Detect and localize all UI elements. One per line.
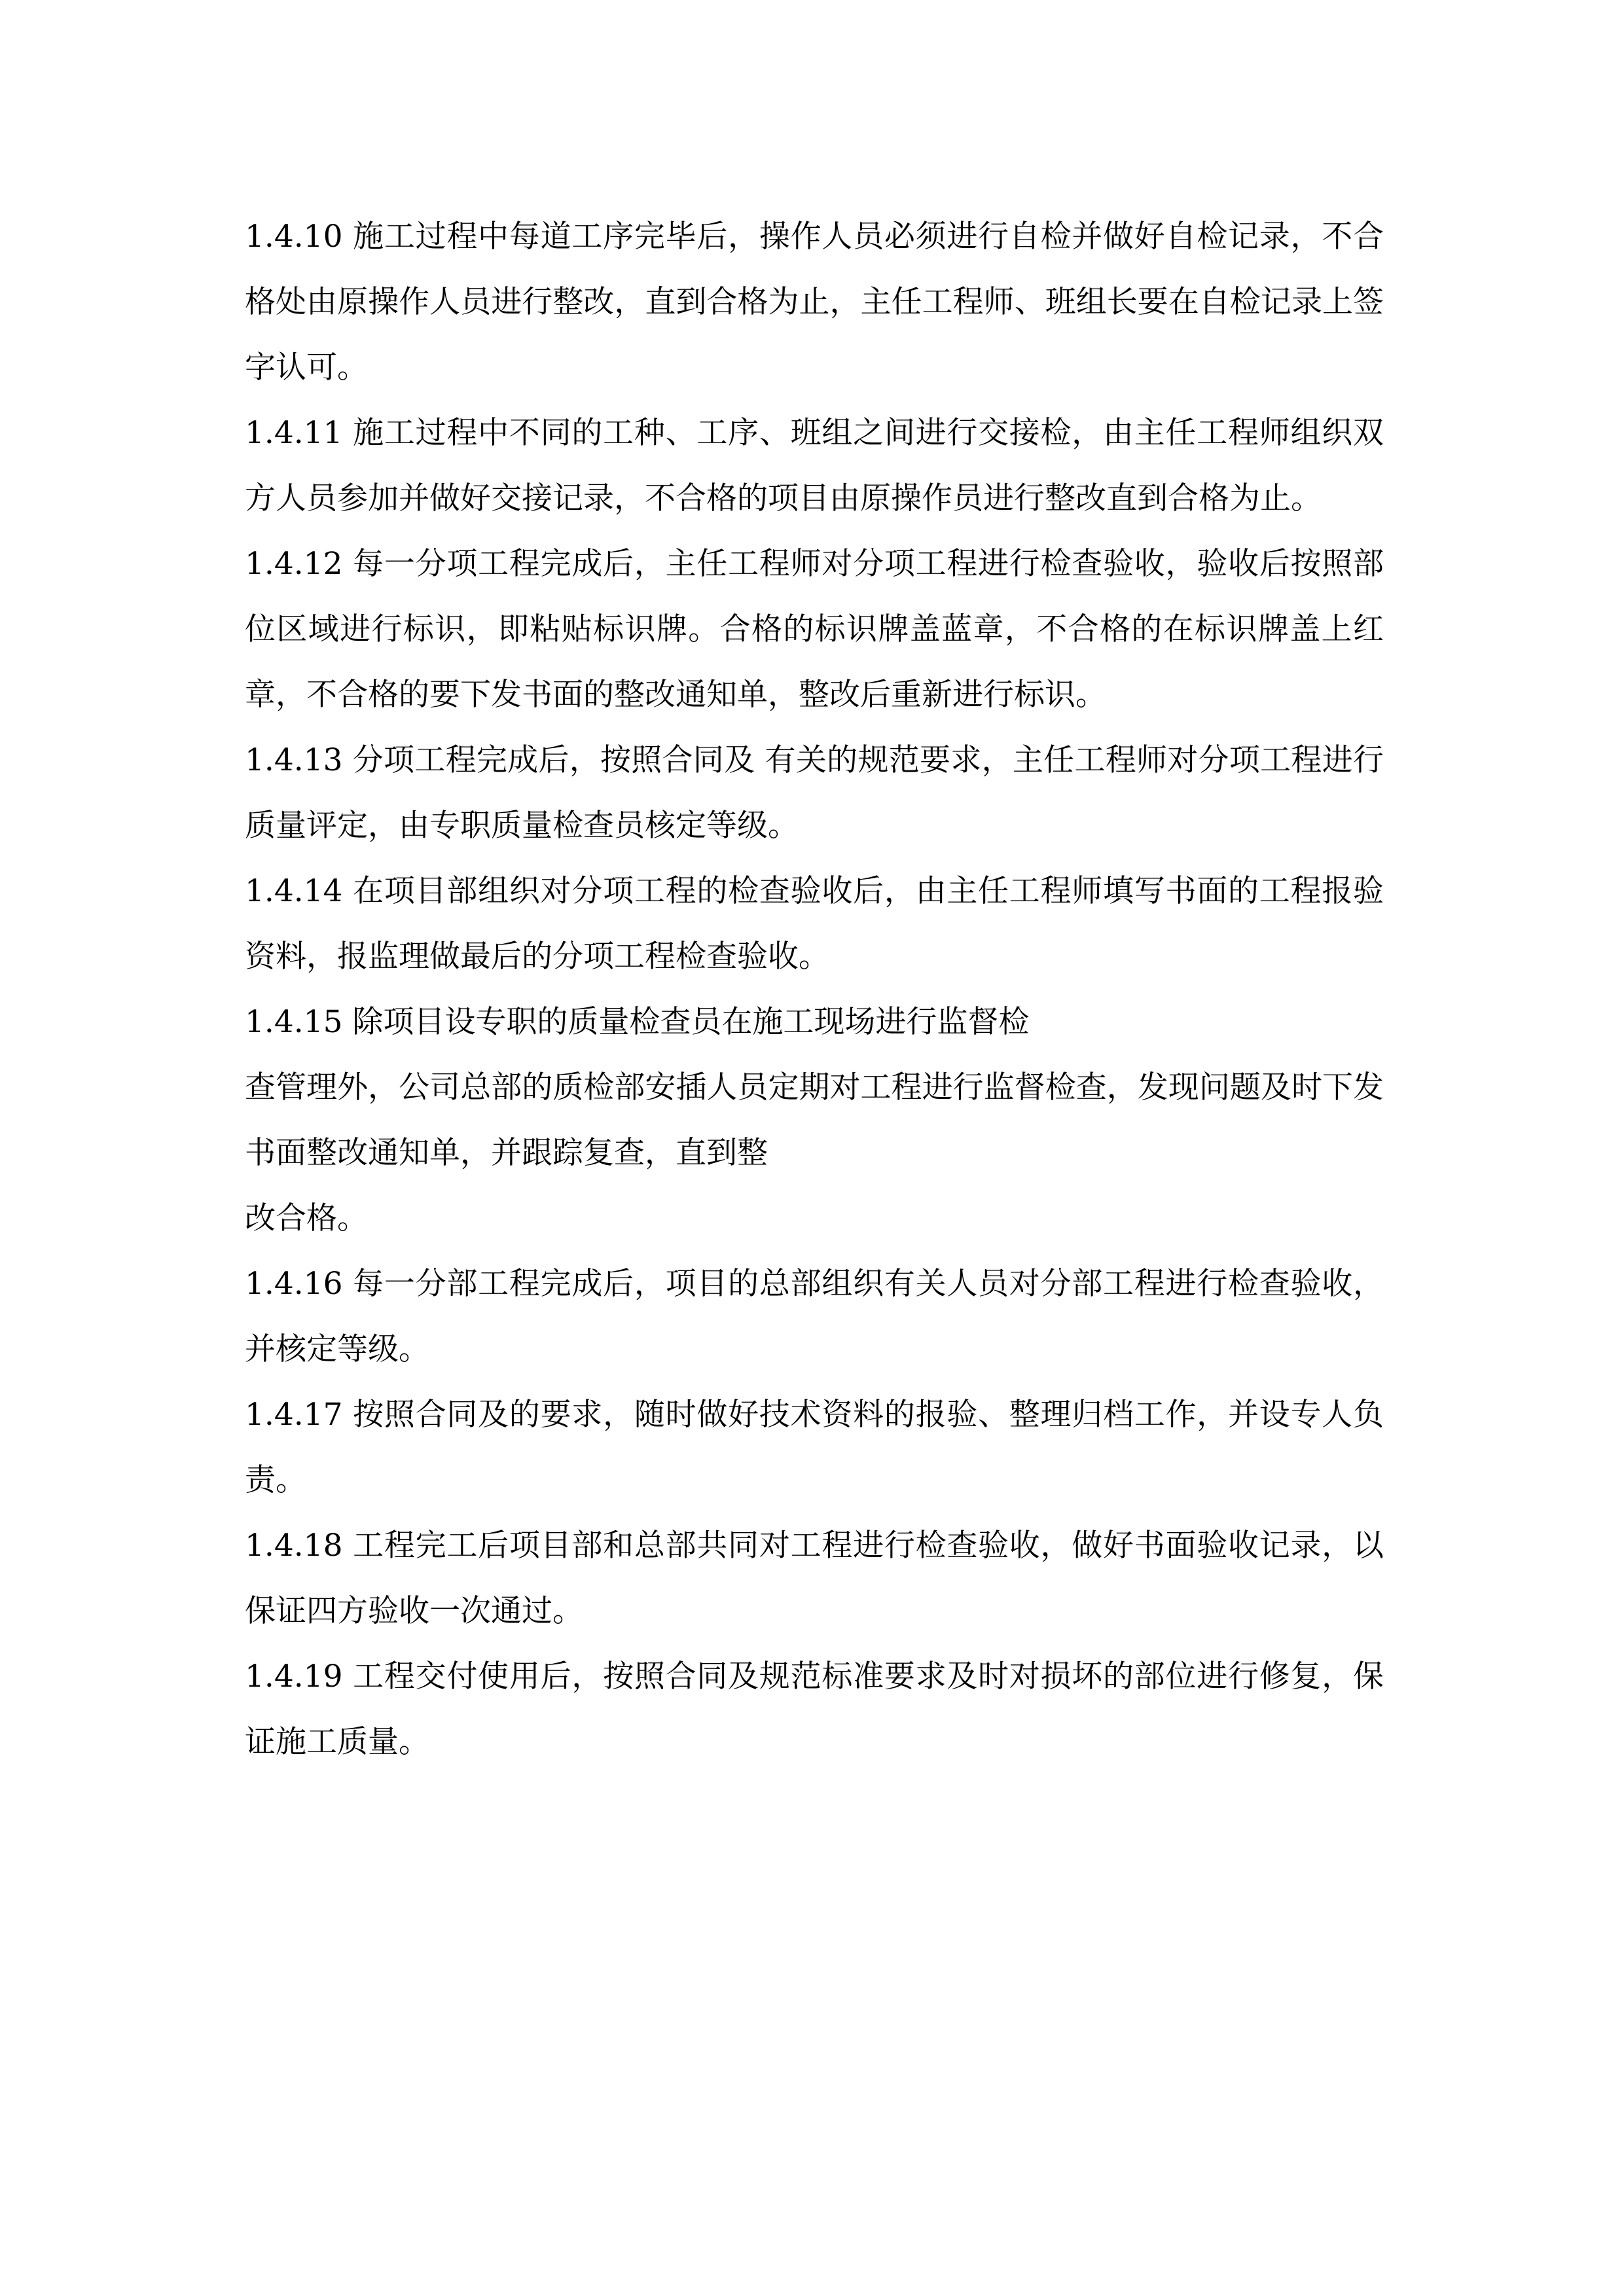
paragraph-1-4-19: 1.4.19 工程交付使用后，按照合同及规范标准要求及时对损坏的部位进行修复，保证施工质量。 [245, 1659, 1384, 1760]
paragraph-1-4-10: 1.4.10 施工过程中每道工序完毕后，操作人员必须进行自检并做好自检记录，不合格处由原操作人员进行整改，直到合格为止，主任工程师、班组长要在自检记录上签字认可。 [245, 219, 1384, 386]
paragraph-1-4-14: 1.4.14 在项目部组织对分项工程的检查验收后，由主任工程师填写书面的工程报验资料，报监理做最后的分项工程检查验收。 [245, 873, 1384, 975]
paragraph-1-4-15: 1.4.15 除项目设专职的质量检查员在施工现场进行监督检 [245, 1004, 1030, 1040]
paragraph-1-4-18: 1.4.18 工程完工后项目部和总部共同对工程进行检查验收，做好书面验收记录，以保证四方验收一次通过。 [245, 1528, 1384, 1629]
document-body [245, 204, 1384, 1775]
paragraph-1-4-17: 1.4.17 按照合同及的要求，随时做好技术资料的报验、整理归档工作，并设专人负责。 [245, 1397, 1384, 1498]
paragraph-1-4-13: 1.4.13 分项工程完成后，按照合同及 有关的规范要求，主任工程师对分项工程进行质量评定，由专职质量检查员核定等级。 [245, 742, 1384, 844]
paragraph-1-4-12: 1.4.12 每一分项工程完成后，主任工程师对分项工程进行检查验收，验收后按照部位区域进行标识，即粘贴标识牌。合格的标识牌盖蓝章，不合格的在标识牌盖上红章，不合格的要下发书面的整改通知单，整改后重新进行标识。 [245, 546, 1384, 713]
paragraph-1-4-16: 1.4.16 每一分部工程完成后，项目的总部组织有关人员对分部工程进行检查验收，并核定等级。 [245, 1266, 1384, 1367]
paragraph-1-4-15-continued: 查管理外，公司总部的质检部安插人员定期对工程进行监督检查，发现问题及时下发书面整改通知单，并跟踪复查，直到整 [245, 1069, 1384, 1171]
paragraph-1-4-15-end: 改合格。 [245, 1200, 368, 1236]
paragraph-1-4-11: 1.4.11 施工过程中不同的工种、工序、班组之间进行交接检，由主任工程师组织双方人员参加并做好交接记录，不合格的项目由原操作员进行整改直到合格为止。 [245, 415, 1384, 516]
